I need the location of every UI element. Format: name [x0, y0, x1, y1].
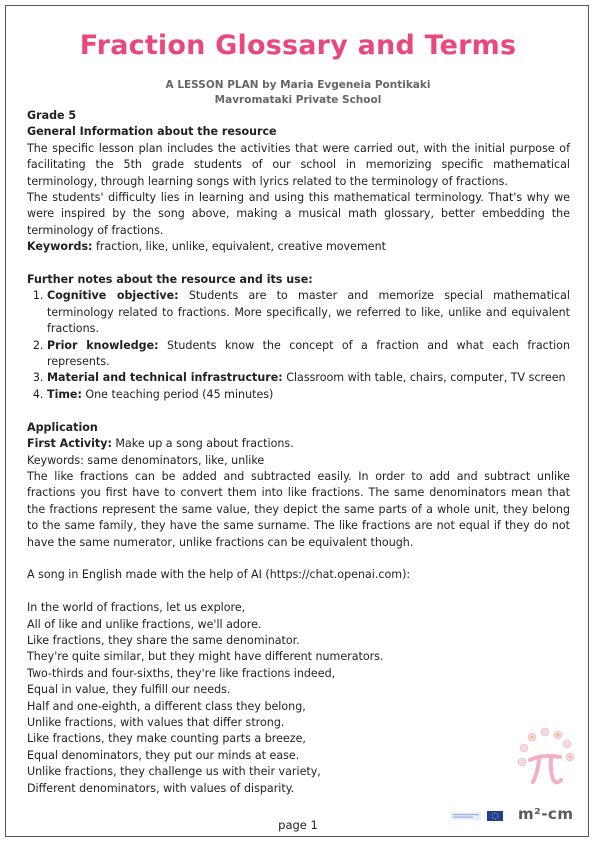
pi-logo-icon [512, 726, 582, 798]
song-line: Equal denominators, they put our minds at ease. [27, 748, 300, 762]
page-number: page 1 [278, 818, 318, 832]
song-line: Different denominators, with values of disparity. [27, 781, 295, 795]
spacer [27, 551, 570, 567]
note-text: Students know the concept of a fraction and what each fraction represents. [47, 338, 570, 369]
keywords-value: fraction, like, unlike, equivalent, creative movement [92, 240, 386, 254]
notes-list [27, 288, 570, 403]
song-line: Half and one-eighth, a different class they belong, [27, 699, 306, 713]
list-item [47, 387, 570, 403]
page-title: Fraction Glossary and Terms [79, 30, 517, 61]
keywords-line [27, 239, 570, 255]
song-line: Like fractions, they share the same denominator. [27, 633, 300, 647]
song-line: Unlike fractions, with values that differ strong. [27, 715, 285, 729]
spacer [27, 584, 570, 600]
general-paragraph-2: The students' difficulty lies in learning and using this mathematical terminology. That's why we were inspired by the song above, making a musical math glossary, better embedding the terminology of fractions. [27, 191, 570, 237]
song-line: Equal in value, they fulfill our needs. [27, 683, 231, 697]
keywords-label: Keywords: [27, 240, 93, 254]
document-body [27, 108, 570, 797]
note-label: Time: [47, 387, 82, 401]
note-label: Prior knowledge: [47, 338, 159, 352]
song-line: In the world of fractions, let us explore, [27, 601, 246, 615]
application-heading: Application [27, 420, 98, 434]
song-line: Two-thirds and four-sixths, they're like fractions indeed, [27, 666, 336, 680]
author-line: A LESSON PLAN by Maria Evgeneia Pontikaki [165, 79, 431, 91]
song-line: All of like and unlike fractions, we'll adore. [27, 617, 262, 631]
first-activity-line [27, 436, 570, 452]
song-line: Like fractions, they make counting parts a breeze, [27, 732, 306, 746]
further-notes-heading: Further notes about the resource and its use: [27, 273, 313, 287]
first-activity-text: Make up a song about fractions. [111, 437, 294, 451]
spacer [27, 256, 570, 272]
list-item [47, 288, 570, 337]
list-item [47, 338, 570, 371]
note-text: Students are to master and memorize special mathematical terminology related to fractions. More specifically, we referred to like, unlike and equivalent fractions. [47, 289, 570, 336]
application-paragraph: The like fractions can be added and subtracted easily. In order to add and subtract unlike fractions you first have to convert them into like fractions. The same denominators mean that the fractions represent the same value, they depict the same parts of a whole unit, they belong to the same family, they have the same surname. The like fractions are not equal if they do not have the same numerator, unlike fractions can be equivalent though. [27, 469, 570, 549]
application-keywords: Keywords: same denominators, like, unlike [27, 453, 265, 467]
song-line: Unlike fractions, they challenge us with their variety, [27, 765, 321, 779]
note-text: One teaching period (45 minutes) [81, 387, 274, 401]
note-text: Classroom with table, chairs, computer, TV screen [282, 371, 566, 385]
song-line: They're quite similar, but they might have different numerators. [27, 650, 384, 664]
school-line: Mavromataki Private School [214, 94, 382, 106]
m2cm-logo: m²-cm [518, 805, 574, 823]
song-lyrics [27, 600, 570, 797]
first-activity-label: First Activity: [27, 437, 112, 451]
note-label: Material and technical infrastructure: [47, 371, 283, 385]
general-paragraph-1: The specific lesson plan includes the activities that were carried out, with the initial purpose of facilitating the 5th grade students of our school in memorizing specific mathematical terminology, through learning songs with lyrics related to the terminology of fractions. [27, 141, 570, 188]
spacer [27, 403, 570, 419]
list-item [47, 370, 570, 386]
song-intro: A song in English made with the help of AI (https://chat.openai.com): [27, 568, 411, 582]
general-heading: General Information about the resource [27, 125, 277, 139]
grade-label: Grade 5 [27, 109, 77, 122]
note-label: Cognitive objective: [47, 289, 179, 303]
